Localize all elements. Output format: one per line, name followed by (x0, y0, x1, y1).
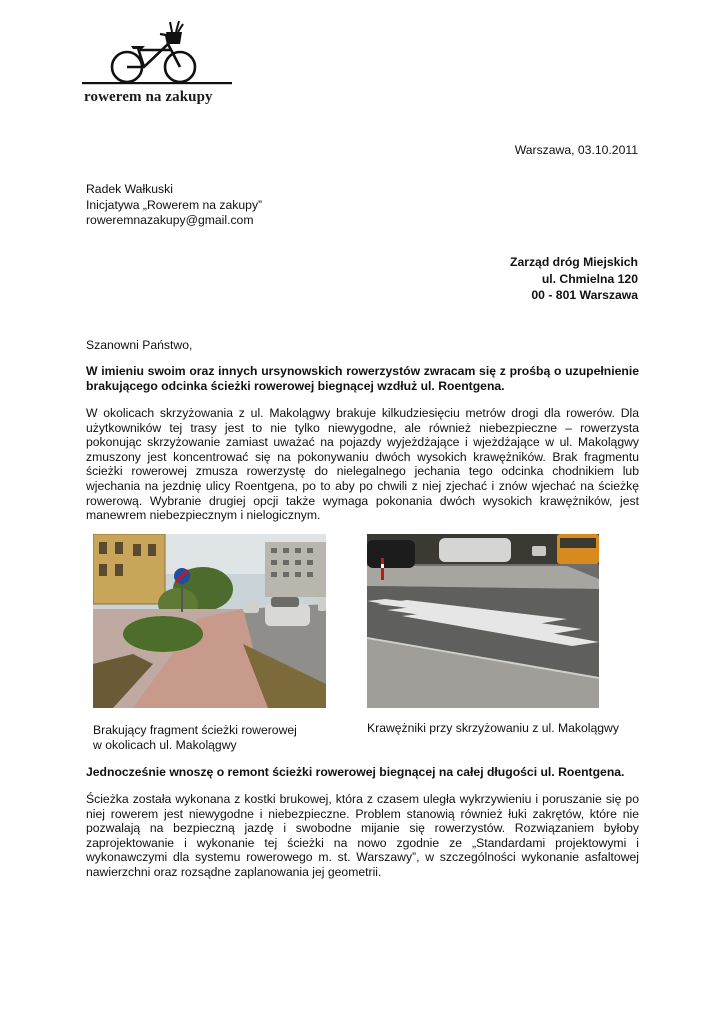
recipient-block (510, 254, 638, 304)
left-photo-caption-line2: w okolicach ul. Makolągwy (93, 738, 237, 752)
salutation: Szanowni Państwo, (86, 338, 193, 352)
sender-block (86, 182, 262, 229)
photo-missing-bike-path (93, 534, 326, 708)
request-paragraph-2: Jednocześnie wnoszę o remont ścieżki rowerowej biegnącej na całej długości ul. Roentgena. (86, 765, 625, 779)
date-line: Warszawa, 03.10.2011 (514, 143, 638, 157)
logo-text: rowerem na zakupy (84, 89, 213, 105)
recipient-line1: Zarząd dróg Miejskich (510, 255, 638, 269)
request-paragraph-1: W imieniu swoim oraz innych ursynowskich rowerzystów zwracam się z prośbą o uzupełnienie brakującego odcinka ścieżki rowerowej biegnącej wzdłuż ul. Roentgena. (86, 364, 639, 393)
right-photo-caption: Krawężniki przy skrzyżowaniu z ul. Makolągwy (367, 721, 619, 735)
left-photo-caption-line1: Brakujący fragment ścieżki rowerowej (93, 723, 297, 737)
body-paragraph-2: Ścieżka została wykonana z kostki brukowej, która z czasem uległa wykrzywieniu i poruszanie się po niej rowerem jest niewygodne i niebezpieczne. Problem stanowią również łuki zakrętów, które nie pozwalają na bezpieczną jazdę i swobodne mijanie się rowerzystów. Rozwiązaniem byłoby zaprojektowanie i wykonanie tej ścieżki na nowo zgodnie ze „Standardami projektowymi i wykonawczymi dla systemu rowerowego m. st. Warszawy”, w szczególności wykonanie asfaltowej nawierzchni oraz rozsądne zaplanowania jej geometrii. (86, 792, 639, 879)
left-photo-caption (93, 723, 297, 753)
recipient-line2: ul. Chmielna 120 (541, 271, 638, 286)
recipient-line3: 00 - 801 Warszawa (531, 288, 638, 302)
sender-initiative: Inicjatywa „Rowerem na zakupy” (86, 197, 263, 212)
sender-name: Radek Wałkuski (86, 182, 173, 196)
sender-email: roweremnazakupy@gmail.com (86, 213, 254, 227)
body-paragraph-1: W okolicach skrzyżowania z ul. Makolągwy brakuje kilkudziesięciu metrów drogi dla rowerów. Dla użytkowników tej trasy jest to nie tylko niewygodne, ale również niebezpieczne – rowerzysta pokonując skrzyżowanie zamiast uważać na pojazdy wyjeżdżające i wjeżdżające w ul. Makolągwy zmuszony jest koncentrować się na pokonywaniu dwóch wysokich krawężników. Brak fragmentu ścieżki rowerowej zmusza rowerzystę do nielegalnego jechania tego odcinka chodnikiem lub wjechania na jezdnię ulicy Roentgena, po to aby po chwili z niej zjechać i znów wjechać na ścieżkę rowerową. Wybranie drugiej opcji także wymaga pokonania dwóch wysokich krawężników, jest manewrem niebezpiecznym i nielogicznym. (86, 406, 639, 523)
photo-curbs-at-intersection (367, 534, 599, 708)
